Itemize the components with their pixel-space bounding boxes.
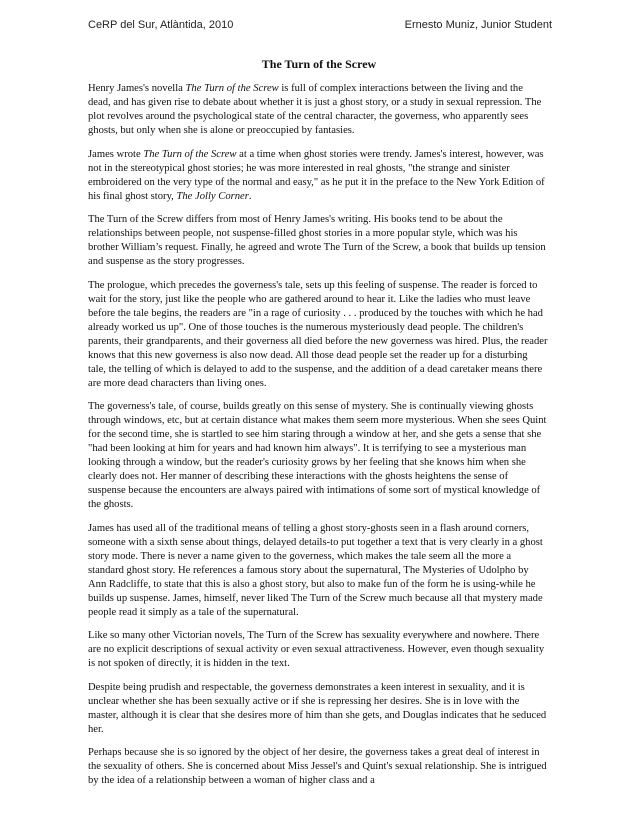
italic-title: The Jolly Corner bbox=[176, 190, 249, 202]
italic-title: The Turn of the Screw bbox=[143, 148, 237, 160]
paragraph-text: is full of complex interactions between the living and the dead, and has given rise to debate about whether it is just a ghost story, or a study in sexual repression. The plot revolves around the psychological state of the central character, the governess, who apparently sees ghosts, but only when she is alone or preoccupied by fantasies. bbox=[88, 83, 542, 136]
paragraph bbox=[88, 400, 548, 512]
paragraph bbox=[88, 681, 548, 737]
header-right: Ernesto Muniz, Junior Student bbox=[404, 19, 552, 31]
header-left: CeRP del Sur, Atlàntida, 2010 bbox=[88, 19, 234, 31]
paragraph-text: The governess's tale, of course, builds greatly on this sense of mystery. She is continually viewing ghosts through windows, etc, but at certain distance what makes them seem more mysterious. When she sees Quint for the second time, she is startled to see him staring through a window at her, and she gets a sense that she "had been looking at him for years and had known him always". It is terrifying to see a mysterious man looking through a window, but the reader's curiosity grows by her feeling that she knows him when she clearly does not. Her manner of describing these interactions with the ghosts heightens the sense of suspense because the encounters are always paired with intimations of some sort of mystical knowledge of the ghosts. bbox=[88, 401, 547, 510]
paragraph bbox=[88, 82, 548, 138]
paragraph bbox=[88, 629, 548, 671]
paragraph-text: James has used all of the traditional means of telling a ghost story-ghosts seen in a flash around corners, someone with a sixth sense about things, delayed details-to put together a text that is very clearly in a ghost story mode. There is never a name given to the governess, which makes the tale seem all the more a standard ghost story. He references a famous story about the supernatural, The Mysteries of Udolpho by Ann Radcliffe, to state that this is also a ghost story, but also to make fun of the form he is using-while he builds up suspense. James, himself, never liked The Turn of the Screw much because all that mystery made people read it simply as a tale of the supernatural. bbox=[88, 522, 543, 618]
paragraph-text: . bbox=[248, 190, 252, 202]
paragraph bbox=[88, 279, 548, 391]
paragraph-text: Despite being prudish and respectable, the governess demonstrates a keen interest in sexuality, and it is unclear whether she has been sexually active or if she is repressing her desires. She is in love with the master, although it is clear that she desires more of him than she gets, and Douglas indicates that he seduced her. bbox=[88, 681, 547, 735]
italic-title: The Turn of the Screw bbox=[185, 83, 279, 94]
paragraph-text: Henry James's novella bbox=[88, 83, 186, 94]
paragraph-text: at a time when ghost stories were trendy. James's interest, however, was not in the stereotypical ghost stories; he was more interested in real ghosts, "the strange and sinister embroidered on the very type of the normal and easy," as he put it in the preface to the New York Edition of his final ghost story, bbox=[88, 148, 545, 202]
paragraph bbox=[88, 746, 548, 788]
paragraph-text: The prologue, which precedes the governess's tale, sets up this feeling of suspense. The reader is forced to wait for the story, just like the people who are gathered around to hear it. Like the ladies who must leave before the tale begins, the readers are "in a rage of curiosity . . . produced by the touches with which he had already worked us up". One of those touches is the numerous mysteriously dead people. The children's parents, their grandparents, and their governess all died before the new governess was hired. Plus, the reader knows that this new governess is also now dead. All those dead people set the reader up for a disturbing tale, the telling of which is delayed to add to the suspense, and the addition of a dead caretaker means there are more dead characters than living ones. bbox=[88, 279, 548, 389]
paragraph-text: Like so many other Victorian novels, The Turn of the Screw has sexuality everywhere and nowhere. There are no explicit descriptions of sexual activity or even sexual attractiveness. However, even though sexuality is not spoken of directly, it is hidden in the text. bbox=[88, 630, 545, 669]
paragraph-text: James wrote bbox=[88, 148, 144, 160]
document-title: The Turn of the Screw bbox=[261, 57, 377, 71]
document-body bbox=[88, 82, 548, 798]
paragraph-text: Perhaps because she is so ignored by the object of her desire, the governess takes a great deal of interest in the sexuality of others. She is concerned about Miss Jessel's and Quint's sexual relationship. She is intrigued by the idea of a relationship between a woman of higher class and a bbox=[88, 747, 547, 786]
paragraph bbox=[88, 148, 548, 204]
paragraph bbox=[88, 213, 548, 269]
paragraph-text: The Turn of the Screw differs from most of Henry James's writing. His books tend to be about the relationships between people, not suspense-filled ghost stories in a more popular style, which was his brother William’s request. Finally, he agreed and wrote The Turn of the Screw, a book that builds up tension and suspense as the story progresses. bbox=[88, 214, 546, 267]
paragraph bbox=[88, 522, 548, 620]
